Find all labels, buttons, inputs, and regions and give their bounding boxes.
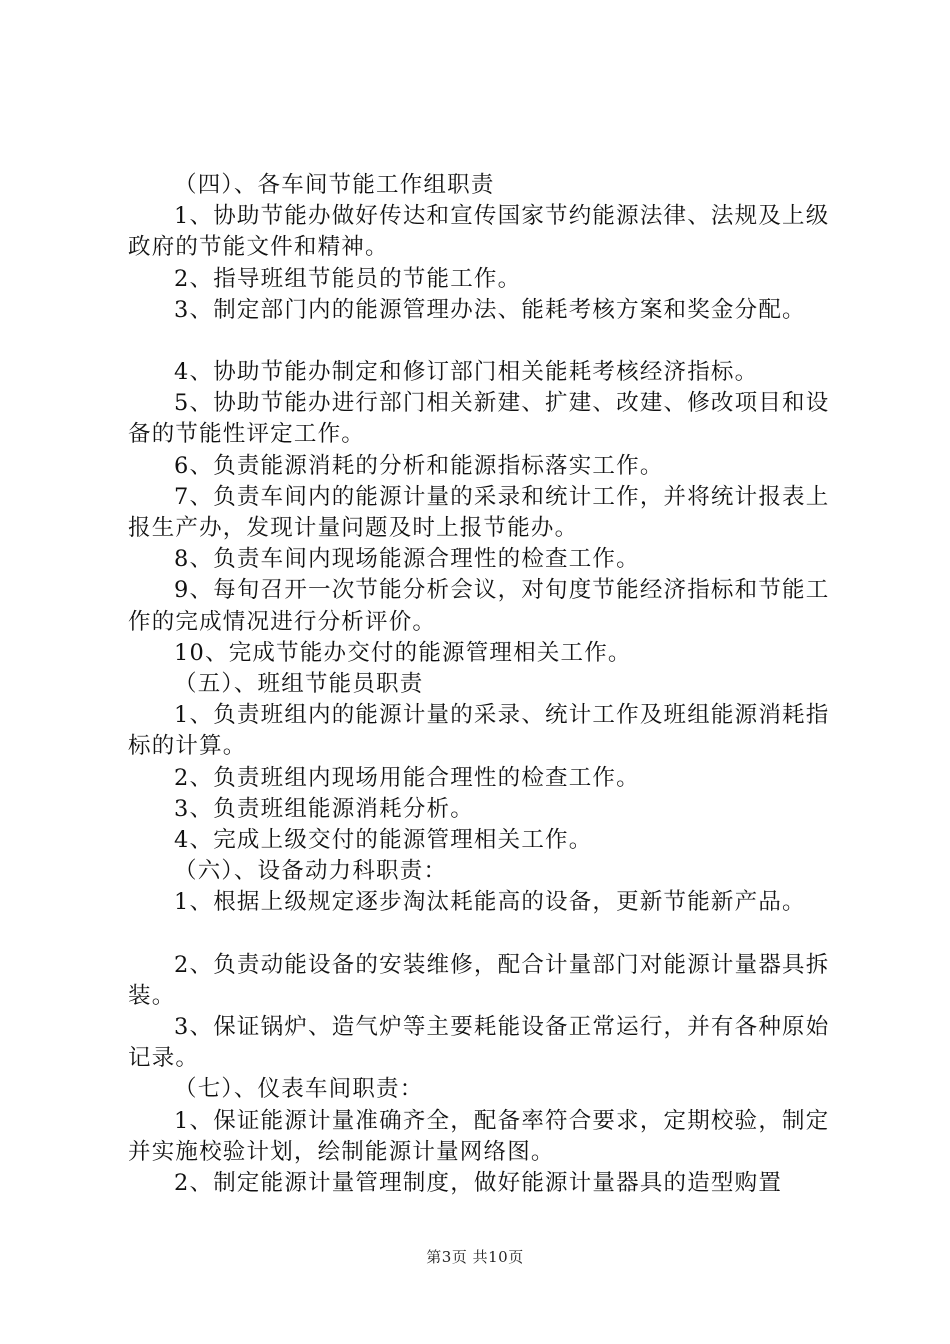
paragraph-4-4: 4、协助节能办制定和修订部门相关能耗考核经济指标。	[174, 359, 759, 386]
paragraph-4-9: 9、每旬召开一次节能分析会议，对旬度节能经济指标和节能工作的完成情况进行分析评价。	[128, 577, 830, 635]
paragraph-5-2: 2、负责班组内现场用能合理性的检查工作。	[174, 764, 640, 791]
paragraph-4-7: 7、负责车间内的能源计量的采录和统计工作，并将统计报表上报生产办，发现计量问题及时上报节能办。	[128, 483, 830, 542]
section-heading-6: （六）、设备动力科职责：	[174, 858, 448, 885]
paragraph-4-2: 2、指导班组节能员的节能工作。	[174, 265, 522, 292]
paragraph-4-6: 6、负责能源消耗的分析和能源指标落实工作。	[174, 452, 664, 479]
paragraph-4-1: 1、协助节能办做好传达和宣传国家节约能源法律、法规及上级政府的节能文件和精神。	[128, 203, 830, 261]
section-heading-7: （七）、仪表车间职责：	[174, 1076, 424, 1103]
paragraph-4-10: 10、完成节能办交付的能源管理相关工作。	[174, 639, 632, 666]
section-heading-4: （四）、各车间节能工作组职责	[174, 172, 495, 198]
paragraph-6-2: 2、负责动能设备的安装维修，配合计量部门对能源计量器具拆装。	[128, 951, 830, 1009]
paragraph-5-3: 3、负责班组能源消耗分析。	[174, 795, 474, 822]
paragraph-4-3: 3、制定部门内的能源管理办法、能耗考核方案和奖金分配。	[174, 296, 806, 323]
section-heading-5: （五）、班组节能员职责	[174, 671, 424, 698]
paragraph-6-1: 1、根据上级规定逐步淘汰耗能高的设备，更新节能新产品。	[174, 889, 806, 916]
paragraph-5-1: 1、负责班组内的能源计量的采录、统计工作及班组能源消耗指标的计算。	[128, 702, 830, 760]
paragraph-5-4: 4、完成上级交付的能源管理相关工作。	[174, 827, 593, 854]
document-body	[128, 170, 848, 1199]
paragraph-7-1: 1、保证能源计量准确齐全，配备率符合要求，定期校验，制定并实施校验计划，绘制能源计量网络图。	[128, 1107, 830, 1165]
paragraph-7-2: 2、制定能源计量管理制度，做好能源计量器具的造型购置	[174, 1170, 783, 1197]
paragraph-4-5: 5、协助节能办进行部门相关新建、扩建、改建、修改项目和设备的节能性评定工作。	[128, 390, 830, 448]
paragraph-6-3: 3、保证锅炉、造气炉等主要耗能设备正常运行，并有各种原始记录。	[128, 1014, 830, 1072]
paragraph-4-8: 8、负责车间内现场能源合理性的检查工作。	[174, 546, 640, 573]
page-number-footer: 第3页 共10页	[426, 1248, 524, 1266]
